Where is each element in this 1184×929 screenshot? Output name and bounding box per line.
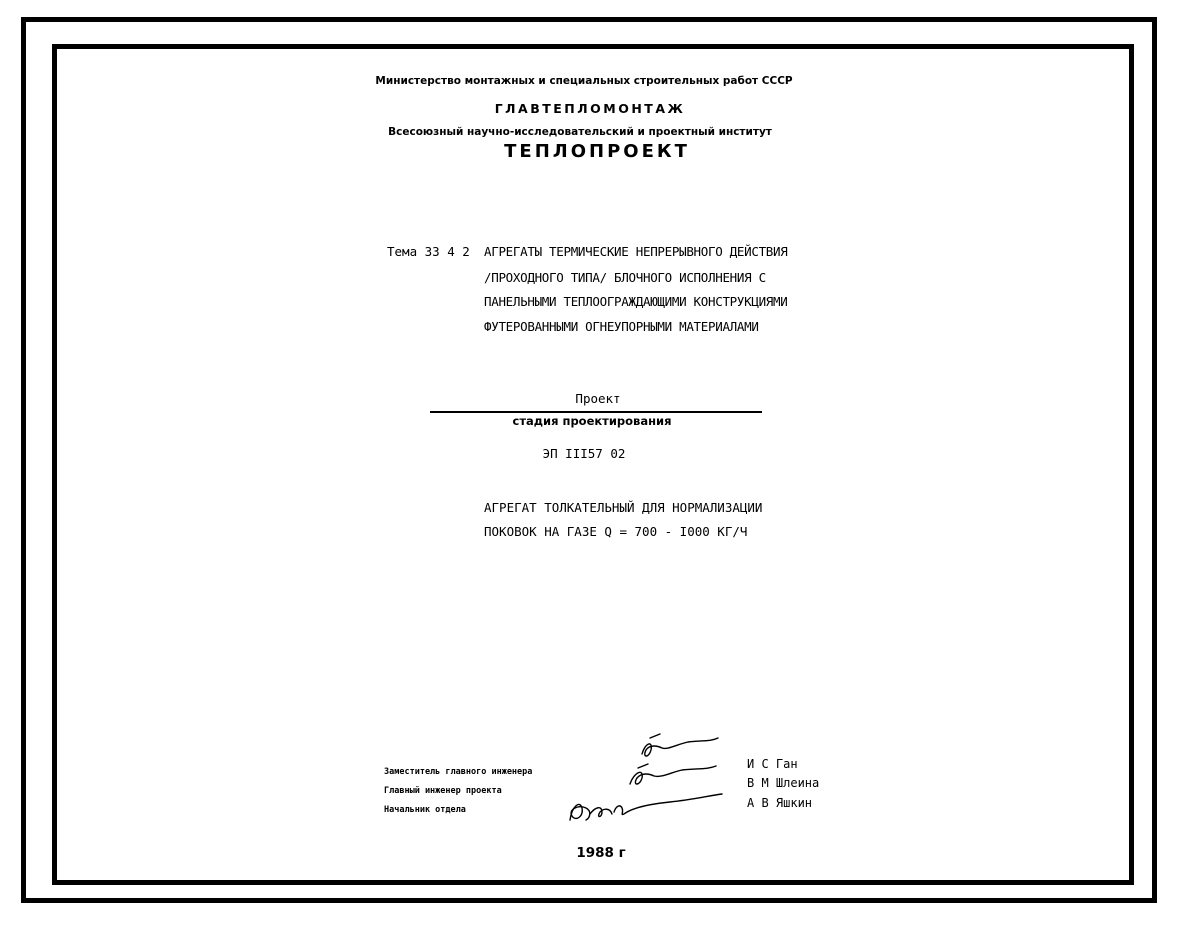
signatory-role-3: Начальник отдела: [384, 805, 466, 815]
project-stage-label: стадия проектирования: [512, 414, 672, 428]
signatory-name-2: В М Шлеина: [747, 776, 820, 790]
unit-title-line-1: АГРЕГАТ ТОЛКАТЕЛЬНЫЙ ДЛЯ НОРМАЛИЗАЦИИ: [484, 500, 763, 515]
stage-underline: [430, 411, 762, 413]
signatory-role-1: Заместитель главного инженера: [384, 767, 533, 777]
theme-line-3: ПАНЕЛЬНЫМИ ТЕПЛООГРАЖДАЮЩИМИ КОНСТРУКЦИЯМИ: [484, 294, 788, 309]
project-stage-value: Проект: [575, 391, 621, 406]
theme-line-4: ФУТЕРОВАННЫМИ ОГНЕУПОРНЫМИ МАТЕРИАЛАМИ: [484, 319, 759, 334]
document-year: 1988 г: [576, 845, 626, 861]
theme-label: Тема 33 4 2: [387, 244, 470, 259]
signatory-name-3: А В Яшкин: [747, 796, 813, 810]
signatory-name-1: И С Ган: [747, 757, 798, 771]
institute-name: ТЕПЛОПРОЕКТ: [504, 141, 690, 162]
signatory-role-2: Главный инженер проекта: [384, 786, 502, 796]
theme-line-2: /ПРОХОДНОГО ТИПА/ БЛОЧНОГО ИСПОЛНЕНИЯ С: [484, 270, 766, 285]
handwritten-signatures: [550, 728, 740, 828]
document-code: ЭП III57 02: [542, 446, 626, 461]
institute-description: Всесоюзный научно-исследовательский и проектный институт: [388, 126, 772, 138]
theme-line-1: АГРЕГАТЫ ТЕРМИЧЕСКИЕ НЕПРЕРЫВНОГО ДЕЙСТВИЯ: [484, 244, 788, 259]
unit-title-line-2: ПОКОВОК НА ГАЗЕ Q = 700 - I000 КГ/Ч: [484, 524, 748, 539]
ministry-line: Министерство монтажных и специальных строительных работ СССР: [375, 75, 793, 87]
organization-name: ГЛАВТЕПЛОМОНТАЖ: [494, 101, 686, 116]
